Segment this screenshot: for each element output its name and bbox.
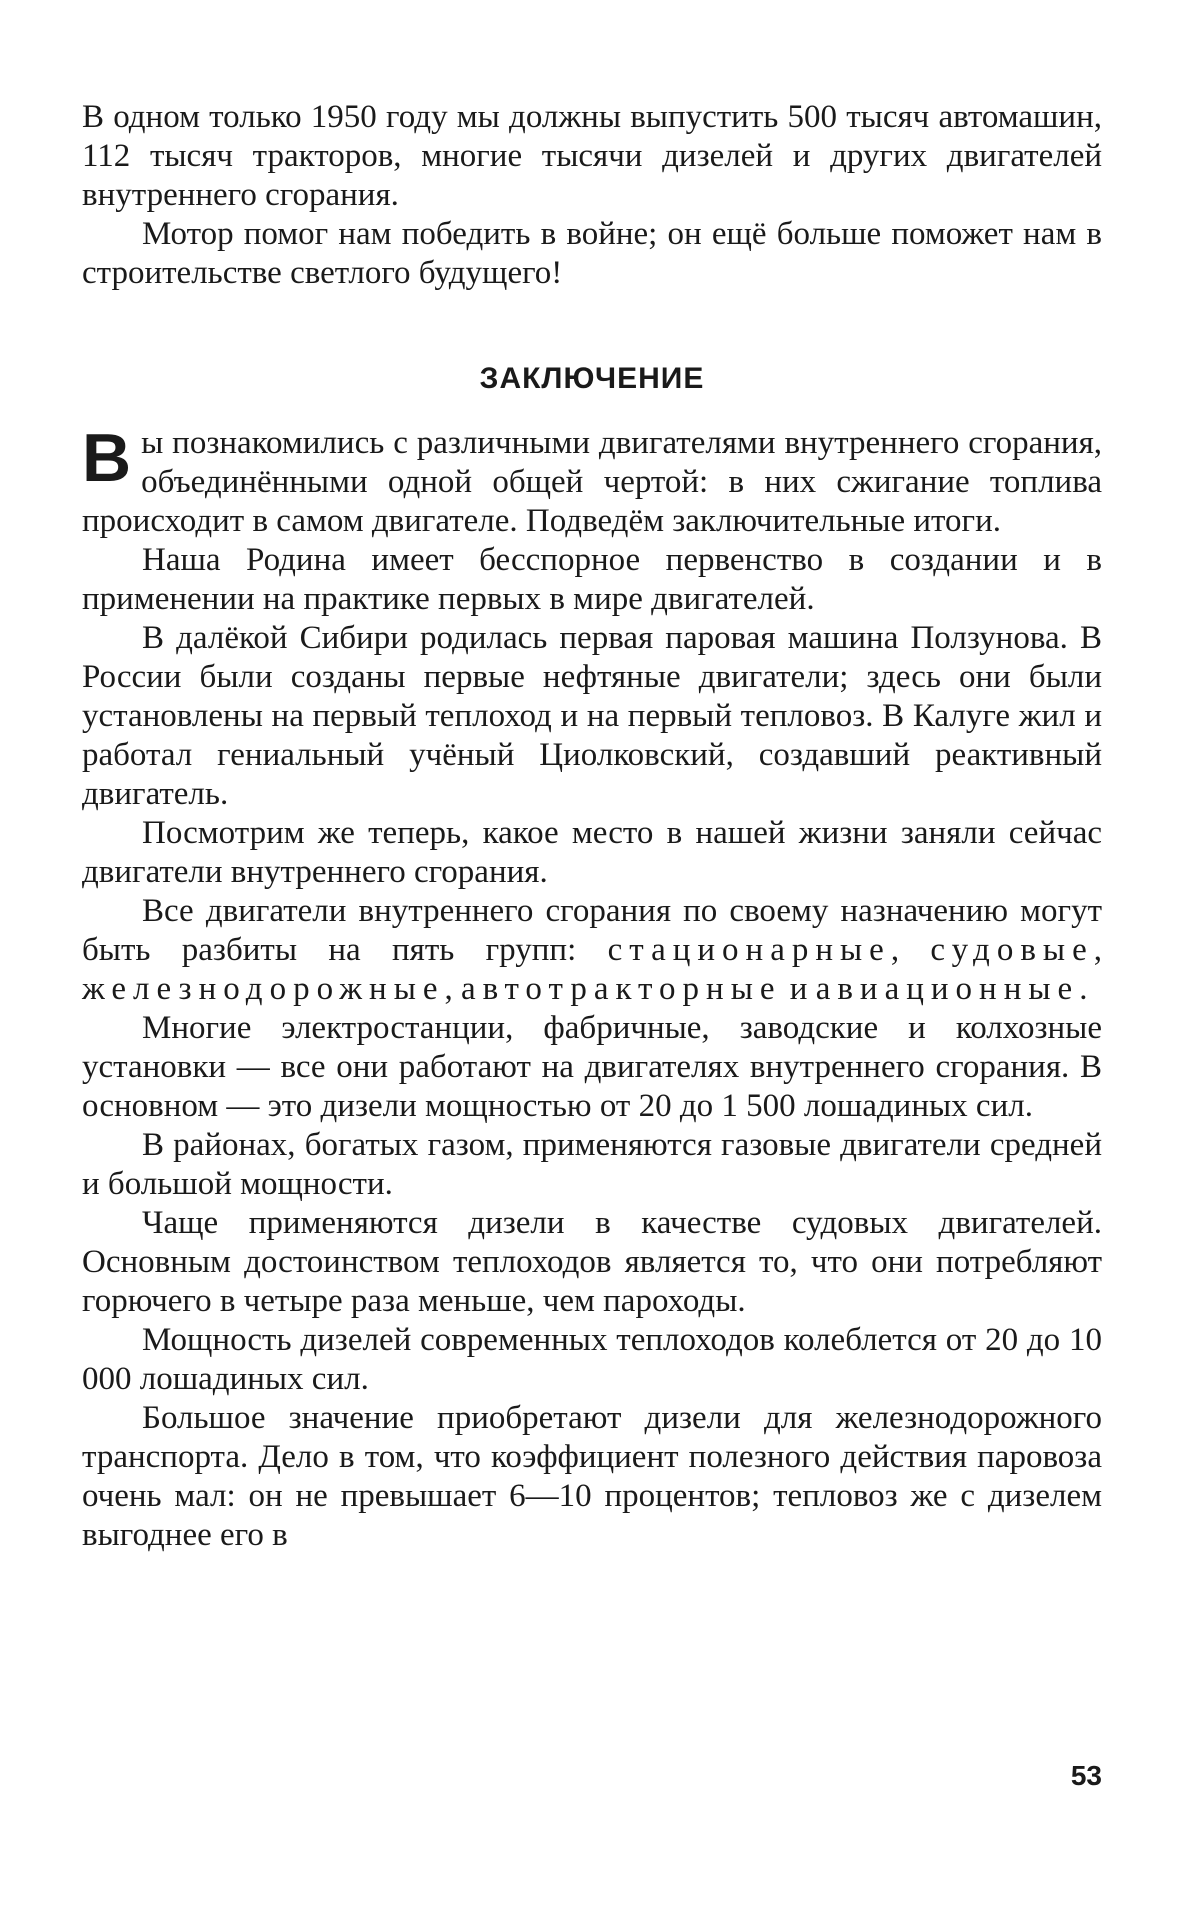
paragraph-engine-groups: Все двигатели внутреннего сгорания по своему назначению могут быть разбиты на пять групп: стационарные, судовые, железнодорожные, автотракторные и авиационные.	[82, 893, 1102, 1007]
paragraph-motor-victory: Мотор помог нам победить в войне; он ещё больше поможет нам в строительстве светлого будущего!	[82, 216, 1102, 291]
group-aviation: авиационные	[815, 971, 1080, 1007]
paragraph-power-stations: Многие электростанции, фабричные, заводские и колхозные установки — все они работают на двигателях внутреннего сгорания. В основном — это дизели мощностью от 20 до 1 500 лошадиных сил.	[82, 1010, 1102, 1124]
paragraph-railway-diesels: Большое значение приобретают дизели для железнодорожного транспорта. Дело в том, что коэффициент полезного действия паровоза очень мал: он не превышает 6—10 процентов; тепловоз же с дизелем выгоднее его в	[82, 1400, 1102, 1553]
group-stationary: стационарные	[607, 932, 891, 968]
paragraph-1950-production: В одном только 1950 году мы должны выпустить 500 тысяч автомашин, 112 тысяч тракторов, многие тысячи дизелей и других двигателей внутреннего сгорания.	[82, 99, 1102, 213]
intro-text: ы познакомились с различными двигателями внутреннего сгорания, объединёнными одной общей чертой: в них сжигание топлива происходит в самом двигателе. Подведём заключительные итоги.	[82, 425, 1102, 539]
paragraph-motherland-priority: Наша Родина имеет бесспорное первенство в создании и в применении на практике первых в мире двигателей.	[82, 542, 1102, 617]
paragraph-place-in-life: Посмотрим же теперь, какое место в нашей жизни заняли сейчас двигатели внутреннего сгорания.	[82, 815, 1102, 890]
groups-intro: Все двигатели внутреннего сгорания по своему назначению могут быть разбиты на пять групп:	[82, 893, 1102, 968]
paragraph-ship-power: Мощность дизелей современных теплоходов колеблется от 20 до 10 000 лошадиных сил.	[82, 1322, 1102, 1397]
paragraph-gas-engines: В районах, богатых газом, применяются газовые двигатели средней и большой мощности.	[82, 1127, 1102, 1202]
group-marine: судовые	[930, 932, 1094, 968]
groups-conjunction: и	[781, 971, 816, 1007]
group-railway: железнодорожные	[82, 971, 445, 1007]
paragraph-russian-inventions: В далёкой Сибири родилась первая паровая машина Ползунова. В России были созданы первые нефтяные двигатели; здесь они были установлены на первый теплоход и на первый тепловоз. В Калуге жил и работал гениальный учёный Циолковский, создавший реактивный двигатель.	[82, 620, 1102, 812]
section-heading: ЗАКЛЮЧЕНИЕ	[479, 362, 705, 395]
book-page	[82, 98, 1102, 1555]
page-number: 53	[1070, 1760, 1102, 1791]
paragraph-marine-diesels: Чаще применяются дизели в качестве судовых двигателей. Основным достоинством теплоходов является то, что они потребляют горючего в четыре раза меньше, чем пароходы.	[82, 1205, 1102, 1319]
drop-cap-letter: В	[82, 420, 132, 496]
groups-end: .	[1079, 971, 1088, 1007]
paragraph-introduction	[82, 420, 1102, 541]
group-automotive-tractor: автотракторные	[461, 971, 782, 1007]
